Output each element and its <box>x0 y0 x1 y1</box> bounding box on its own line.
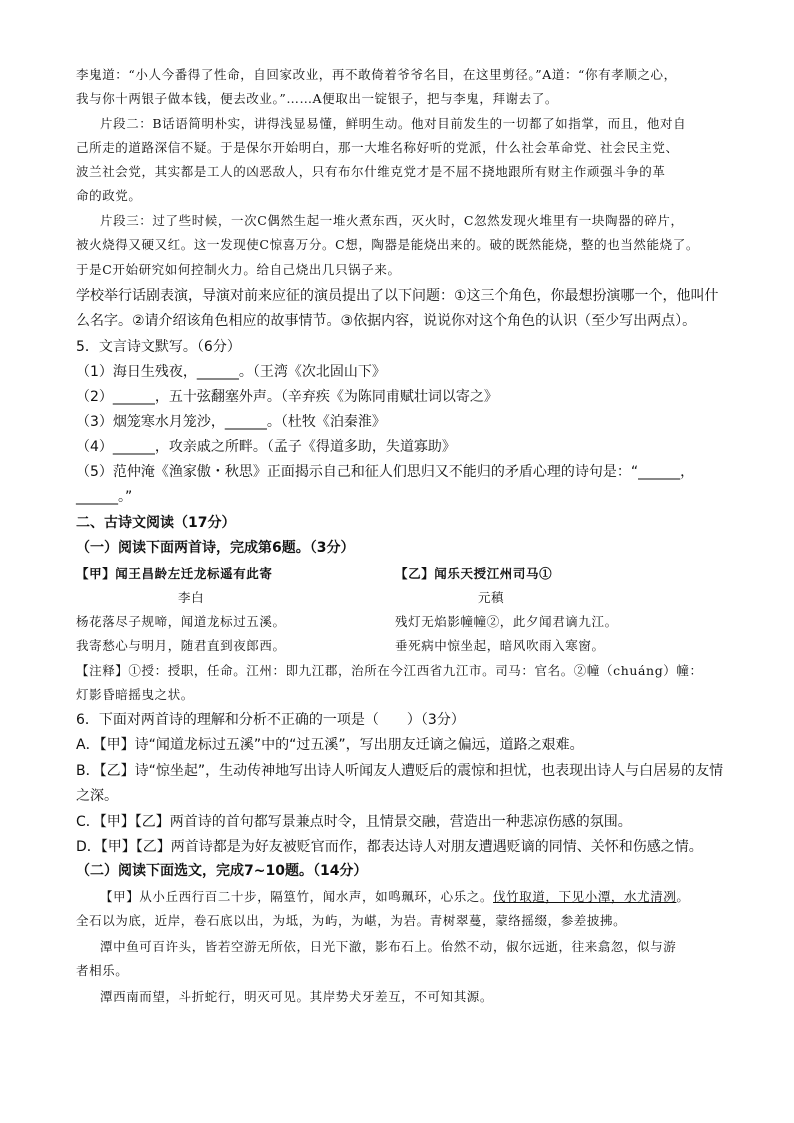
section-title: 二、古诗文阅读（17分） <box>76 515 236 531</box>
question-item: ______。” <box>76 489 133 505</box>
text-segment: 【甲】从小丘西行百二十步，隔篁竹，闻水声，如鸣珮环，心乐之。 <box>100 889 494 904</box>
text-line: 潭中鱼可百许头，皆若空游无所依，日光下澈，影布石上。佁然不动，俶尔远逝，往来翕忽，似与游 <box>100 939 677 954</box>
question-text: 么名字。②请介绍该角色相应的故事情节。③依据内容，说说你对这个角色的认识（至少写出两点）。 <box>76 313 697 329</box>
option-b: B．【乙】诗“惊坐起”，生动传神地写出诗人听闻友人遭贬后的震惊和担忧，也表现出诗人与白居易的友情 <box>76 763 724 779</box>
question-item: （4）______，攻亲戚之所畔。（孟子《得道多助，失道寡助》 <box>76 439 456 455</box>
poem-b-author: 元稹 <box>478 590 505 605</box>
text-segment: 。 <box>676 889 690 904</box>
question-text: 学校举行话剧表演，导演对前来应征的演员提出了以下问题：①这三个角色，你最想扮演哪一个，他叫什 <box>76 288 719 304</box>
passage-line: 己所走的道路深信不疑。于是保尔开始明白，那一大堆名称好听的党派，什么社会革命党、社会民主党、 <box>76 140 679 155</box>
poem-b-title: 【乙】闻乐天授江州司马① <box>395 566 553 581</box>
subsection-title: （二）阅读下面选文，完成7~10题。（14分） <box>76 863 368 879</box>
passage-line: 李鬼道：“小人今番得了性命，自回家改业，再不敢倚着爷爷名目，在这里剪径。”A道：“你有孝顺之心， <box>76 67 677 82</box>
passage-line: 波兰社会党，其实都是工人的凶恶敌人，只有布尔什维克党才是不屈不挠地跟所有财主作顽强斗争的革 <box>76 164 666 179</box>
question-6-stem: 6．下面对两首诗的理解和分析不正确的一项是（ ）（3分） <box>76 712 465 728</box>
poem-b-line: 垂死病中惊坐起，暗风吹雨入寒窗。 <box>395 638 605 653</box>
annotation: 【注释】①授：授职，任命。江州：即九江郡，治所在今江西省九江市。司马：官名。②幢（chuáng）幢： <box>76 663 703 678</box>
poem-a-line: 我寄愁心与明月，随君直到夜郎西。 <box>76 638 286 653</box>
poem-a-title: 【甲】闻王昌龄左迁龙标遥有此寄 <box>76 566 273 581</box>
underlined-text: 伐竹取道，下见小潭，水尤清冽 <box>493 889 677 904</box>
poem-a-author: 李白 <box>178 590 205 605</box>
text-line: 潭西南而望，斗折蛇行，明灭可见。其岸势犬牙差互，不可知其源。 <box>100 989 494 1004</box>
passage-line: 于是C开始研究如何控制火力。给自己烧出几只锅子来。 <box>76 262 401 277</box>
question-item: （5）范仲淹《渔家傲・秋思》正面揭示自己和征人们思归又不能归的矛盾心理的诗句是：“______， <box>76 464 695 480</box>
text-line: 者相乐。 <box>76 963 129 978</box>
option-c: C．【甲】【乙】两首诗的首句都写景兼点时令，且情景交融，营造出一种悲凉伤感的氛围。 <box>76 814 632 830</box>
text-line <box>100 888 690 906</box>
passage-line: 被火烧得又硬又红。这一发现使C惊喜万分。C想，陶器是能烧出来的。破的既然能烧，整的也当然能烧了。 <box>76 237 699 252</box>
text-line: 全石以为底，近岸，卷石底以出，为坻，为屿，为嵁，为岩。青树翠蔓，蒙络摇缀，参差披拂。 <box>76 913 627 928</box>
passage-line: 片段三：过了些时候，一次C偶然生起一堆火煮东西，灭火时，C忽然发现火堆里有一块陶器的碎片， <box>100 213 684 228</box>
poem-a-line: 杨花落尽子规啼，闻道龙标过五溪。 <box>76 614 286 629</box>
passage-line: 片段二：B话语简明朴实，讲得浅显易懂，鲜明生动。他对目前发生的一切都了如指掌，而且，他对自 <box>100 116 687 131</box>
passage-line: 命的政党。 <box>76 188 142 203</box>
subsection-title: （一）阅读下面两首诗，完成第6题。（3分） <box>76 540 355 556</box>
question-item: （3）烟笼寒水月笼沙，______。（杜牧《泊秦淮》 <box>76 414 386 430</box>
option-d: D．【甲】【乙】两首诗都是为好友被贬官而作，都表达诗人对朋友遭遇贬谪的同情、关怀和伤感之情。 <box>76 839 703 855</box>
poem-b-line: 残灯无焰影幢幢②，此夕闻君谪九江。 <box>395 614 618 629</box>
option-a: A．【甲】诗“闻道龙标过五溪”中的“过五溪”，写出朋友迁谪之偏远，道路之艰难。 <box>76 737 584 753</box>
question-item: （2）______，五十弦翻塞外声。（辛弃疾《为陈同甫赋壮词以寄之》 <box>76 389 498 405</box>
annotation: 灯影昏暗摇曳之状。 <box>76 687 194 702</box>
passage-line: 我与你十两银子做本钱，便去改业。”……A便取出一锭银子，把与李鬼，拜谢去了。 <box>76 91 558 106</box>
question-item: （1）海日生残夜，______。（王湾《次北固山下》 <box>76 364 386 380</box>
question-5-title: 5．文言诗文默写。（6分） <box>76 339 241 355</box>
option-b-cont: 之深。 <box>76 788 118 804</box>
